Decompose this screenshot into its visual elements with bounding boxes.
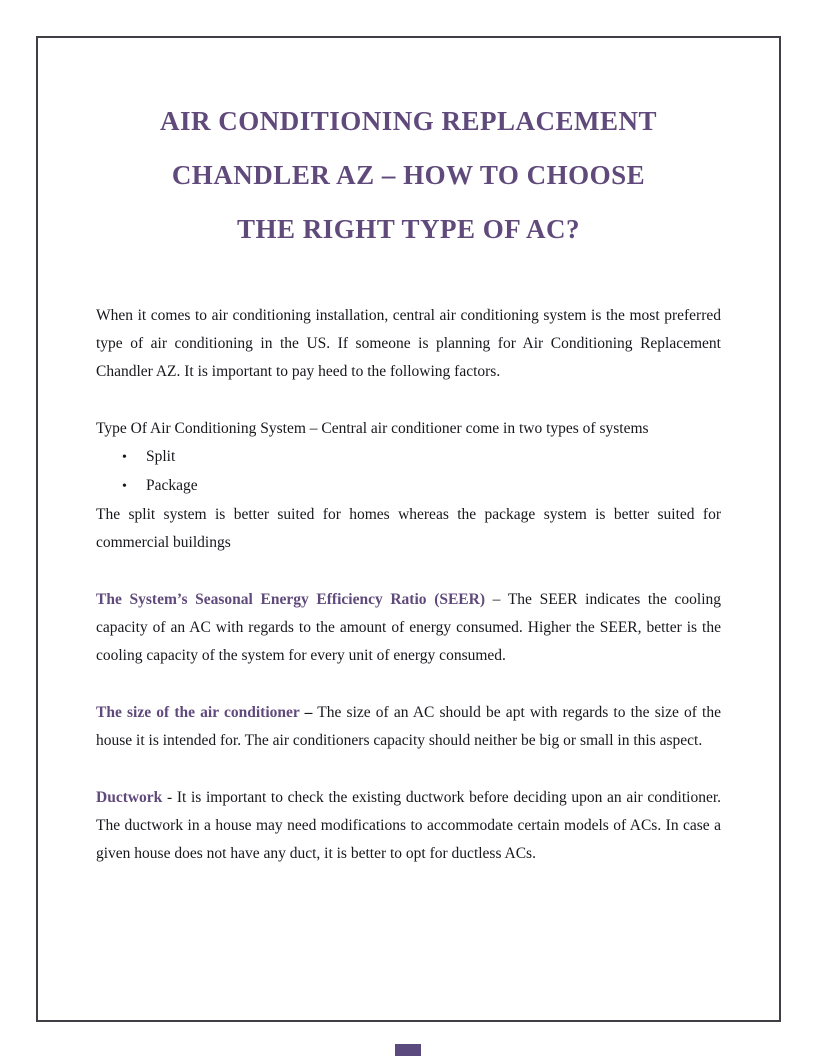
page-title [96, 94, 721, 256]
seer-heading: The System’s Seasonal Energy Efficiency Ratio (SEER) [96, 591, 486, 608]
system-type-line: Type Of Air Conditioning System – Central air conditioner come in two types of systems [96, 420, 649, 437]
document-page [36, 36, 781, 1022]
size-dash: – [299, 704, 313, 721]
bullet-list [96, 443, 721, 501]
bullet-icon: • [122, 450, 127, 465]
size-paragraph [96, 699, 721, 755]
intro-paragraph: When it comes to air conditioning installation, central air conditioning system is the most preferred type of air conditioning in the US. If someone is planning for Air Conditioning Replacement Chandler AZ. It is important to pay heed to the following factors. [96, 307, 721, 380]
size-heading: The size of the air conditioner [96, 704, 300, 721]
ductwork-heading: Ductwork [96, 789, 163, 806]
bullet-icon: • [122, 479, 127, 494]
bullet-label: Split [146, 448, 176, 465]
footer-accent-bar [395, 1044, 421, 1056]
size-body: The size of an AC should be apt with regards to the size of the house it is intended for. The air conditioners capacity should neither be big or small in this aspect. [96, 704, 721, 749]
bullet-label: Package [146, 477, 198, 494]
title-line-1: AIR CONDITIONING REPLACEMENT [159, 106, 658, 136]
list-item [96, 472, 721, 501]
seer-paragraph [96, 586, 721, 670]
ductwork-body: - It is important to check the existing ductwork before deciding upon an air conditioner. The ductwork in a house may need modifications to accommodate certain models of ACs. In case a given house does not have any duct, it is better to opt for ductless ACs. [96, 789, 721, 862]
seer-body: – The SEER indicates the cooling capacity of an AC with regards to the amount of energy consumed. Higher the SEER, better is the cooling capacity of the system for every unit of energy consumed. [96, 591, 722, 664]
title-line-3: THE RIGHT TYPE OF AC? [236, 214, 581, 244]
system-type-section [96, 415, 721, 557]
ductwork-paragraph [96, 784, 721, 868]
list-item [96, 443, 721, 472]
title-line-2: CHANDLER AZ – HOW TO CHOOSE [171, 160, 646, 190]
split-note: The split system is better suited for homes whereas the package system is better suited for commercial buildings [96, 506, 721, 551]
